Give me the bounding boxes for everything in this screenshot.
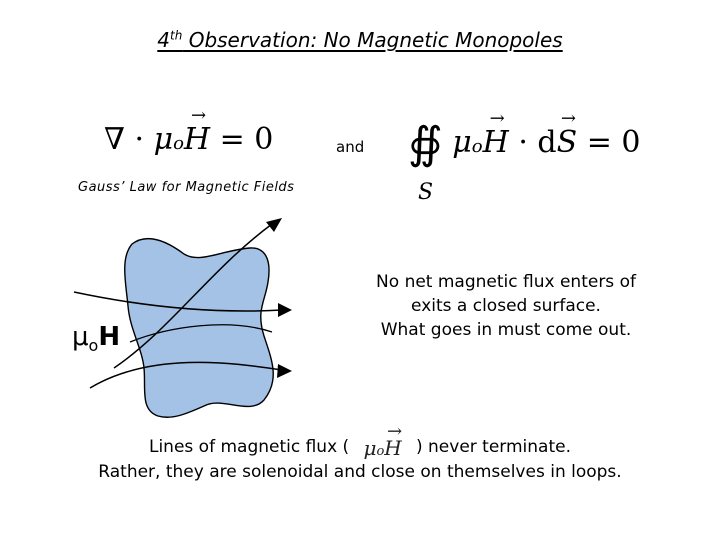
integral-equation	[408, 118, 640, 169]
mu-h-label	[72, 322, 120, 355]
surface-label: S	[418, 180, 434, 205]
flux-note-line-3: What goes in must come out.	[380, 320, 632, 340]
mu-symbol: μ	[452, 125, 472, 160]
dot-d: · d	[508, 125, 557, 160]
equation-rhs: = 0	[577, 125, 641, 160]
title-rest: Observation: No Magnetic Monopoles	[182, 28, 563, 52]
arrow-head-2	[278, 303, 292, 317]
h-vector: → H	[483, 125, 509, 160]
flux-note-line-1: No net magnetic flux enters of	[376, 272, 636, 292]
inline-mu-h	[355, 436, 411, 460]
slide-title	[0, 28, 720, 52]
bottom-line-2: Rather, they are solenoidal and close on themselves in loops.	[98, 462, 622, 482]
arrow-head-3	[277, 364, 292, 378]
mu-subscript: o	[471, 136, 483, 157]
s-vector: → S	[557, 125, 578, 160]
equation-rhs: = 0	[210, 122, 274, 157]
mu-subscript: o	[88, 336, 99, 356]
and-connector: and	[336, 138, 365, 156]
closed-surface	[125, 239, 274, 418]
mu-symbol: μ	[72, 322, 89, 352]
inline-h-vector: → H	[384, 436, 401, 461]
title-prefix: 4	[157, 28, 171, 52]
flux-note-line-2: exits a closed surface.	[411, 296, 601, 316]
surface-integral-sign: ∯	[408, 118, 443, 169]
flux-note	[356, 270, 656, 342]
inline-sub: o	[376, 444, 385, 459]
arrow-head-1	[266, 218, 282, 232]
bottom-line-1-before: Lines of magnetic flux (	[148, 437, 355, 457]
bottom-text	[0, 435, 720, 485]
del-operator: ∇	[104, 122, 125, 157]
differential-equation	[104, 122, 273, 157]
mu-subscript: o	[173, 133, 184, 154]
dot-operator: ·	[124, 122, 154, 157]
title-sup: th	[170, 28, 183, 43]
gauss-law-caption: Gauss’ Law for Magnetic Fields	[78, 180, 295, 195]
bottom-line-1-after: ) never terminate.	[410, 437, 571, 457]
h-symbol: H	[98, 322, 121, 352]
bottom-line-1	[0, 435, 720, 460]
mu-symbol: μ	[153, 122, 174, 157]
flux-surface-figure	[60, 210, 360, 430]
inline-mu: μ	[363, 436, 377, 460]
h-vector: → H	[184, 122, 210, 157]
